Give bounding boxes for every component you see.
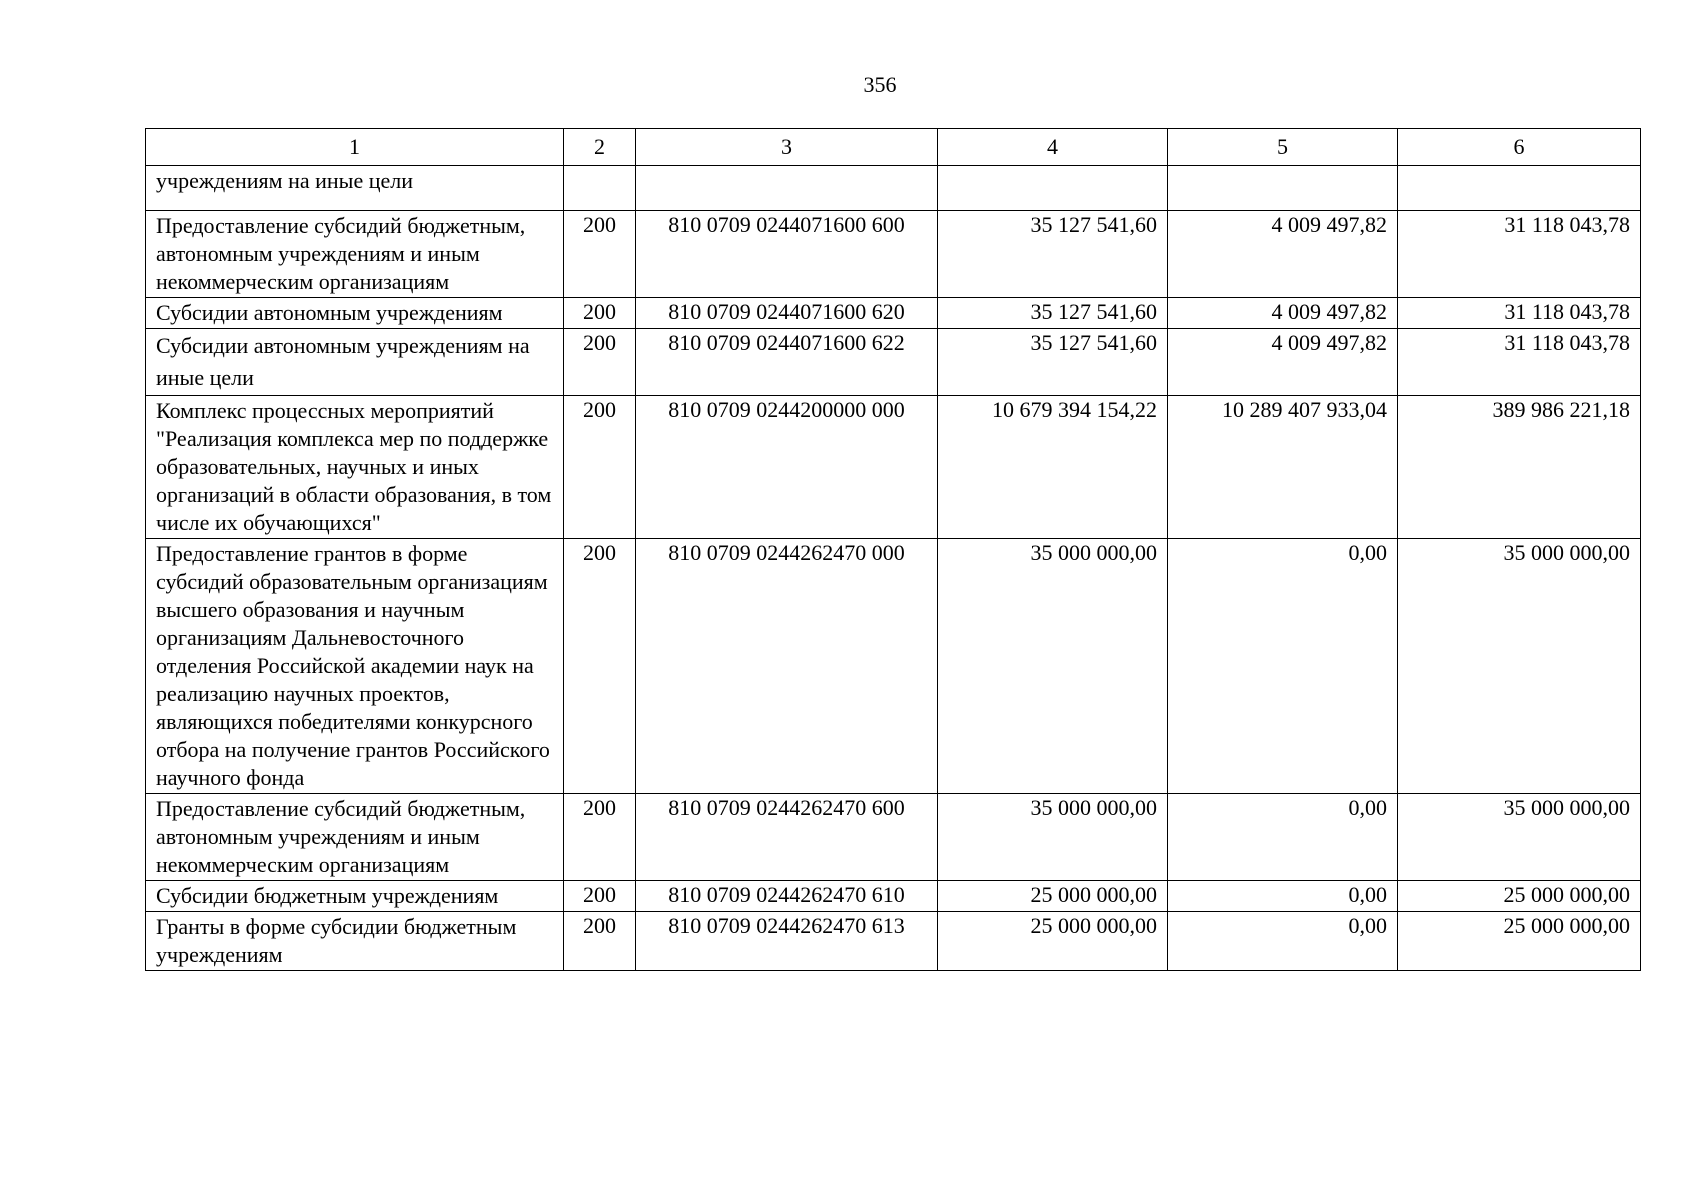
row-code-cell: 200 [564,329,636,396]
table-row [146,396,1641,539]
row-value-4-cell: 35 127 541,60 [938,211,1168,298]
row-code-cell: 200 [564,912,636,971]
row-value-4-cell: 35 127 541,60 [938,298,1168,329]
row-kbk-cell [636,166,938,211]
row-code-cell: 200 [564,881,636,912]
table-row [146,912,1641,971]
row-value-5-cell: 10 289 407 933,04 [1168,396,1398,539]
row-code-cell: 200 [564,298,636,329]
row-kbk-cell: 810 0709 0244262470 600 [636,794,938,881]
row-code-cell: 200 [564,794,636,881]
row-name-cell: Предоставление грантов в форме субсидий образовательным организациям высшего образования и научным организациям Дальневосточного отделения Российской академии наук на реализацию научных проектов, являющихся победителями конкурсного отбора на получение грантов Российского научного фонда [146,539,564,794]
row-name-cell: Субсидии автономным учреждениям на иные цели [146,329,564,396]
row-kbk-cell: 810 0709 0244071600 600 [636,211,938,298]
column-header-5: 5 [1168,129,1398,166]
row-value-4-cell: 10 679 394 154,22 [938,396,1168,539]
row-code-cell: 200 [564,396,636,539]
column-header-1: 1 [146,129,564,166]
page-number: 356 [863,72,897,97]
row-value-4-cell: 35 000 000,00 [938,794,1168,881]
row-name-cell: Субсидии автономным учреждениям [146,298,564,329]
table-row [146,329,1641,396]
row-value-4-cell: 35 127 541,60 [938,329,1168,396]
row-value-6-cell: 31 118 043,78 [1398,211,1641,298]
row-name-cell: Предоставление субсидий бюджетным, автономным учреждениям и иным некоммерческим организациям [146,794,564,881]
table-row [146,881,1641,912]
row-value-5-cell: 4 009 497,82 [1168,211,1398,298]
table-row [146,166,1641,211]
table-row [146,211,1641,298]
row-value-6-cell: 31 118 043,78 [1398,329,1641,396]
row-value-4-cell: 35 000 000,00 [938,539,1168,794]
row-value-6-cell: 35 000 000,00 [1398,794,1641,881]
row-value-5-cell: 0,00 [1168,539,1398,794]
table-row [146,298,1641,329]
row-name-cell: учреждениям на иные цели [146,166,564,211]
row-value-6-cell [1398,166,1641,211]
budget-table [145,128,1641,971]
row-value-6-cell: 389 986 221,18 [1398,396,1641,539]
row-name-cell: Предоставление субсидий бюджетным, автономным учреждениям и иным некоммерческим организациям [146,211,564,298]
row-kbk-cell: 810 0709 0244200000 000 [636,396,938,539]
row-value-5-cell: 4 009 497,82 [1168,298,1398,329]
row-code-cell [564,166,636,211]
row-code-cell: 200 [564,211,636,298]
row-value-5-cell: 0,00 [1168,912,1398,971]
column-header-6: 6 [1398,129,1641,166]
row-value-5-cell [1168,166,1398,211]
table-row [146,539,1641,794]
row-value-6-cell: 35 000 000,00 [1398,539,1641,794]
row-value-6-cell: 25 000 000,00 [1398,912,1641,971]
row-kbk-cell: 810 0709 0244071600 622 [636,329,938,396]
row-value-6-cell: 25 000 000,00 [1398,881,1641,912]
row-value-4-cell: 25 000 000,00 [938,881,1168,912]
table-header-row [146,129,1641,166]
column-header-2: 2 [564,129,636,166]
table-row [146,794,1641,881]
row-name-cell: Гранты в форме субсидии бюджетным учреждениям [146,912,564,971]
row-value-4-cell: 25 000 000,00 [938,912,1168,971]
column-header-4: 4 [938,129,1168,166]
row-name-cell: Комплекс процессных мероприятий "Реализация комплекса мер по поддержке образовательных, научных и иных организаций в области образования, в том числе их обучающихся" [146,396,564,539]
row-kbk-cell: 810 0709 0244262470 000 [636,539,938,794]
row-value-5-cell: 0,00 [1168,794,1398,881]
row-code-cell: 200 [564,539,636,794]
column-header-3: 3 [636,129,938,166]
row-value-6-cell: 31 118 043,78 [1398,298,1641,329]
row-value-4-cell [938,166,1168,211]
row-value-5-cell: 4 009 497,82 [1168,329,1398,396]
row-kbk-cell: 810 0709 0244262470 610 [636,881,938,912]
row-value-5-cell: 0,00 [1168,881,1398,912]
row-kbk-cell: 810 0709 0244071600 620 [636,298,938,329]
row-kbk-cell: 810 0709 0244262470 613 [636,912,938,971]
row-name-cell: Субсидии бюджетным учреждениям [146,881,564,912]
